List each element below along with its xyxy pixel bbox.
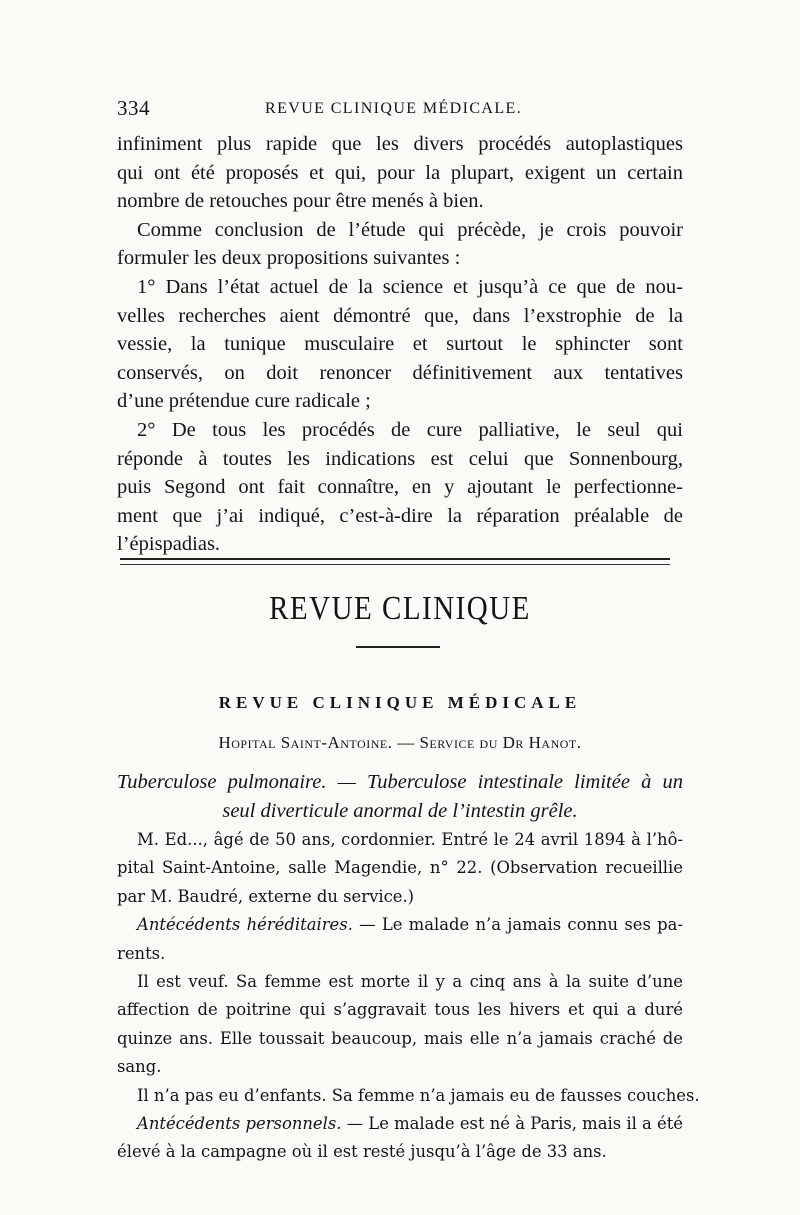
text-line: Il n’a pas eu d’enfants. Sa femme n’a jamais eu de fausses couches.	[137, 1085, 700, 1105]
page-header	[117, 96, 683, 124]
page-number: 334	[117, 96, 150, 120]
text-line	[117, 1110, 683, 1138]
continued-text	[117, 130, 683, 559]
text-line: l’épispadias.	[117, 533, 221, 556]
observation-text	[117, 826, 700, 1167]
paragraph-label: Antécédents héréditaires.	[137, 915, 353, 935]
text-line: velles recherches aient démontré que, dans l’exstrophie de la	[117, 304, 683, 327]
text-line: nombre de retouches pour être menés à bien.	[117, 190, 484, 213]
text-line: conservés, on doit renoncer définitivement aux tentatives	[117, 361, 683, 384]
text-line: par M. Baudré, externe du service.)	[117, 886, 415, 906]
text-line: d’une prétendue cure radicale ;	[117, 390, 371, 413]
text-line: rents.	[117, 943, 166, 963]
text-line: Comme conclusion de l’étude qui précède, je crois pouvoir	[137, 218, 683, 241]
text-line: réponde à toutes les indications est celui que Sonnenbourg,	[117, 447, 683, 470]
text-line: vessie, la tunique musculaire et surtout le sphincter sont	[117, 333, 683, 356]
text-line: quinze ans. Elle toussait beaucoup, mais elle n’a jamais craché de	[117, 1028, 683, 1048]
case-title	[117, 768, 683, 826]
text-line: sang.	[117, 1057, 162, 1077]
hospital-service-line: Hopital Saint-Antoine. — Service du Dr Hanot.	[218, 733, 582, 752]
subsection-title: REVUE CLINIQUE MÉDICALE	[218, 693, 582, 712]
paragraph-label: Antécédents personnels.	[137, 1113, 342, 1133]
text-line: puis Segond ont fait connaître, en y ajoutant le perfectionne-	[117, 476, 683, 499]
paragraph-text: — Le malade est né à Paris, mais il a été	[341, 1113, 684, 1133]
text-line	[117, 911, 683, 939]
text-line: formuler les deux propositions suivantes :	[117, 247, 461, 270]
section-divider-thin	[120, 564, 670, 565]
text-line: qui ont été proposés et qui, pour la plupart, exigent un certain	[117, 161, 683, 184]
title-rule	[356, 646, 440, 648]
text-line: 2° De tous les procédés de cure palliative, le seul qui	[137, 418, 683, 441]
text-line: affection de poitrine qui s’aggravait tous les hivers et qui a duré	[117, 1000, 683, 1020]
case-title-line: seul diverticule anormal de l’intestin grêle.	[222, 800, 578, 822]
text-line: ment que j’ai indiqué, c’est-à-dire la réparation préalable de	[117, 504, 683, 527]
text-line: 1° Dans l’état actuel de la science et jusqu’à ce que de nou-	[137, 275, 683, 298]
running-head: REVUE CLINIQUE MÉDICALE.	[265, 100, 523, 117]
text-line: Il est veuf. Sa femme est morte il y a cinq ans à la suite d’une	[137, 971, 683, 991]
text-line: M. Ed..., âgé de 50 ans, cordonnier. Entré le 24 avril 1894 à l’hô-	[137, 830, 683, 849]
section-title: REVUE CLINIQUE	[269, 590, 531, 627]
text-line: pital Saint-Antoine, salle Magendie, n° 22. (Observation recueillie	[117, 858, 683, 878]
case-title-line: Tuberculose pulmonaire. — Tuberculose intestinale limitée à un	[117, 771, 683, 793]
paragraph-text: — Le malade n’a jamais connu ses pa-	[352, 915, 683, 935]
section-divider-thick	[120, 558, 670, 560]
text-line: élevé à la campagne où il est resté jusqu’à l’âge de 33 ans.	[117, 1142, 607, 1162]
text-line: infiniment plus rapide que les divers procédés autoplastiques	[117, 133, 683, 155]
